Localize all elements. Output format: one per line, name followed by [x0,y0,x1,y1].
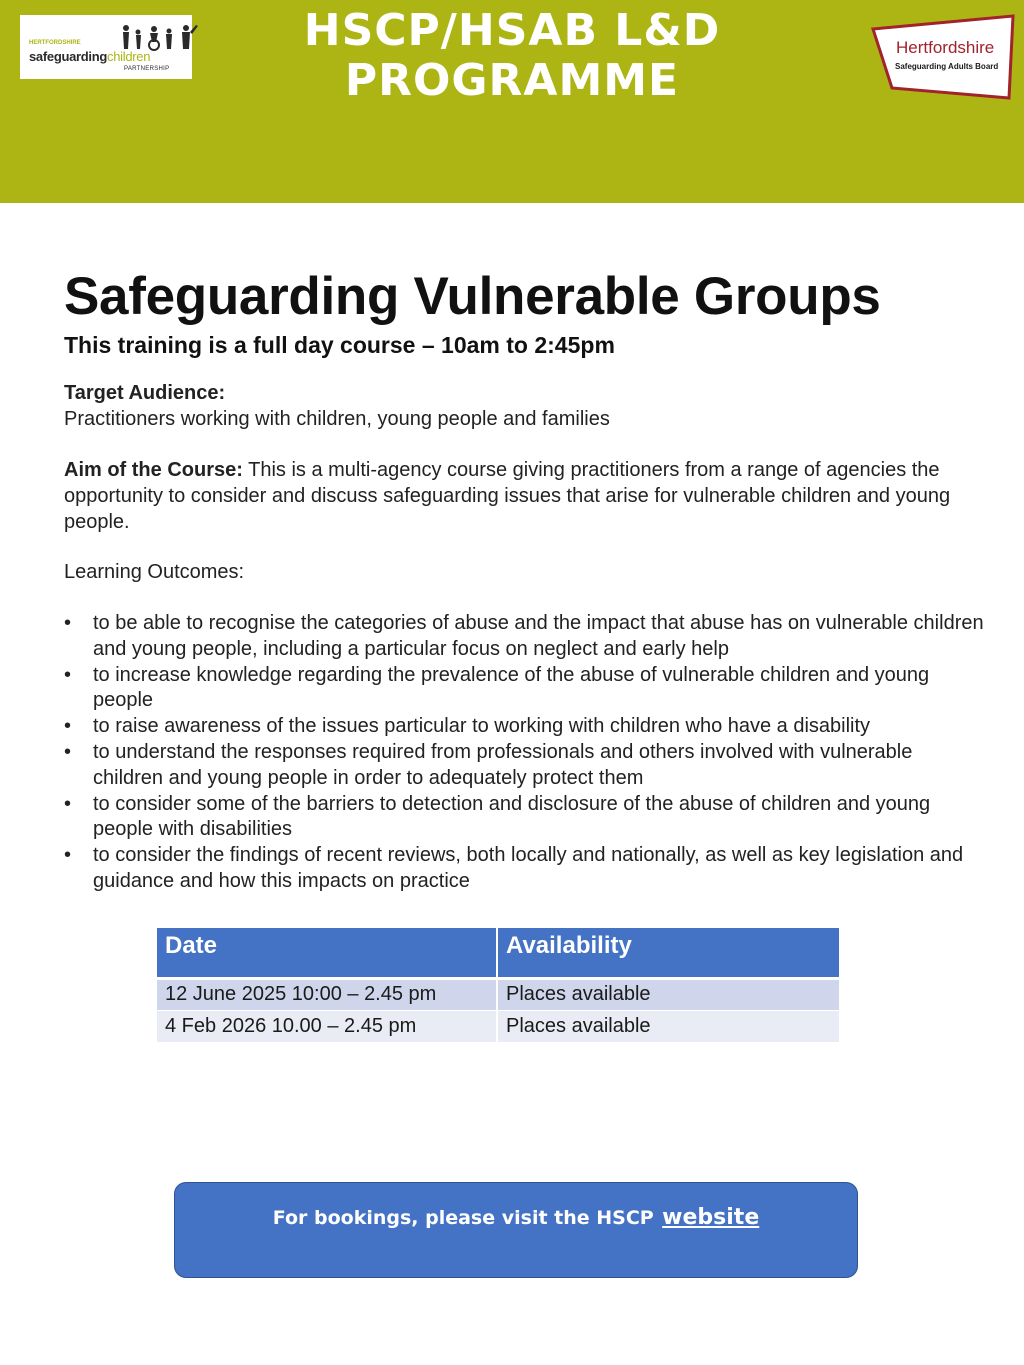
list-item: • to be able to recognise the categories of abuse and the impact that abuse has on vulnerable children and young people, including a particular focus on neglect and early help [64,611,984,663]
target-audience-label: Target Audience: [64,382,226,404]
family-figures-icon [120,23,204,51]
date-cell: 12 June 2025 10:00 – 2.45 pm [157,978,497,1010]
booking-text: For bookings, please visit the HSCP [272,1207,654,1229]
table-row [157,978,839,1010]
logo-wordmark: safeguardingchildren [29,49,151,64]
target-audience-text: Practitioners working with children, young people and families [64,407,610,430]
course-aim-text: This is a multi-agency course giving practitioners from a range of agencies the opportunity to consider and discuss safeguarding issues that arise for vulnerable children and young people. [64,459,951,533]
logo-partnership-text: PARTNERSHIP [124,66,170,72]
course-aim [64,458,974,535]
programme-title: HSCP/HSAB L&D PROGRAMME [303,5,721,106]
learning-outcomes-list [64,611,984,895]
course-duration: This training is a full day course – 10am to 2:45pm [64,332,615,358]
column-header-date: Date [157,928,497,978]
course-aim-label: Aim of the Course: [64,459,243,481]
list-item: • to increase knowledge regarding the prevalence of the abuse of vulnerable children and young people [64,663,984,715]
column-header-availability: Availability [497,928,839,978]
date-cell: 4 Feb 2026 10.00 – 2.45 pm [157,1010,497,1042]
list-item: • to consider some of the barriers to detection and disclosure of the abuse of children and young people with disabilities [64,792,984,844]
list-item: • to raise awareness of the issues particular to working with children who have a disability [64,714,984,740]
course-title: Safeguarding Vulnerable Groups [64,267,881,326]
safeguarding-children-logo [20,15,192,79]
booking-callout [174,1182,858,1278]
adults-board-badge-shape [866,14,1018,102]
course-dates-table [157,928,839,1043]
adults-logo-board: Safeguarding Adults Board [895,62,999,71]
learning-outcomes-label: Learning Outcomes: [64,561,245,583]
table-row [157,1010,839,1042]
availability-cell: Places available [497,1010,839,1042]
safeguarding-adults-board-logo [866,14,1018,102]
logo-county-text: HERTFORDSHIRE [29,40,81,46]
list-item: • to consider the findings of recent reviews, both locally and nationally, as well as key legislation and guidance and how this impacts on practice [64,843,984,895]
list-item: • to understand the responses required from professionals and others involved with vulnerable children and young people in order to adequately protect them [64,740,984,792]
website-link[interactable]: website [662,1205,760,1230]
adults-logo-name: Hertfordshire [896,38,995,57]
availability-cell: Places available [497,978,839,1010]
table-header-row [157,928,839,978]
target-audience [64,381,974,433]
